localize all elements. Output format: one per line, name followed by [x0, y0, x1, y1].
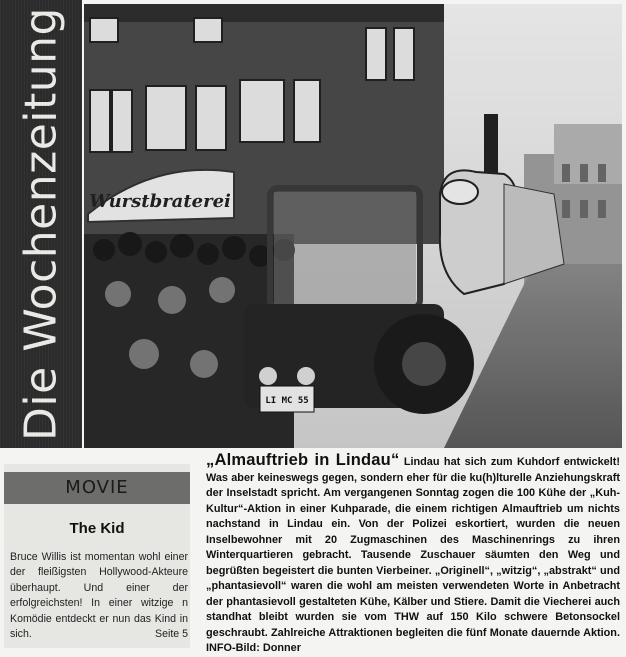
article-photo	[84, 4, 622, 448]
license-plate: LI MC 55	[265, 396, 309, 406]
movie-body-text: Bruce Willis ist momentan wohl einer der fleißigsten Hollywood-Akteure überhaupt. Und einer der erfolgreichsten! In einer witzige n Komödie entdeckt er nun das Kind in sich.	[10, 551, 188, 641]
movie-body	[10, 550, 188, 642]
masthead-band	[0, 0, 82, 448]
article-body: Lindau hat sich zum Kuhdorf entwickelt! Was aber keineswegs gegen, sondern eher für die ku(h)lturelle Anziehungskraft der Inselstadt spricht. Am vergangenen Sonntag zogen die 100 Kühe der „Kuh-Kultur“-Aktion in einer Kuhparade, die einem richtigen Almauftrieb um nichts nachstand in Lindau ein. Von der Polizei eskortiert, wurden die neuen Inselbewohner mit 20 Zugmaschinen des Maschinenrings zu ihren Winterquartieren gebracht. Tausende Zuschauer säumten den Weg und begrüßten begeistert die bunten Vierbeiner. „Originell“, „witzig“, „abstrakt“ und „phantasievoll“ waren die wohl am meisten verwendeten Worte in Anbetracht der phantasievoll gestalteten Kühe, Kälber und Stiere. Damit die Viecherei auch standhat bleibt wurden sie vom THW auf 150 Kilo schwere Betonsockel geschraubt. Zahlreiche Attraktionen begleiten die fünf Monate dauernde Aktion.	[206, 456, 621, 639]
movie-title: The Kid	[69, 520, 125, 537]
article-photo-credit: INFO-Bild: Donner	[206, 642, 301, 654]
movie-sidebar	[4, 464, 190, 648]
movie-page-ref: Seite 5	[155, 628, 188, 641]
article-headline: „Almauftrieb in Lindau“	[206, 451, 400, 469]
article	[206, 451, 621, 654]
shop-sign-text: Wurstbraterei	[89, 191, 231, 212]
masthead-title: Die Wochenzeitung	[15, 7, 67, 441]
parade-photo-illustration	[84, 4, 622, 448]
movie-section-label: MOVIE	[4, 472, 190, 504]
